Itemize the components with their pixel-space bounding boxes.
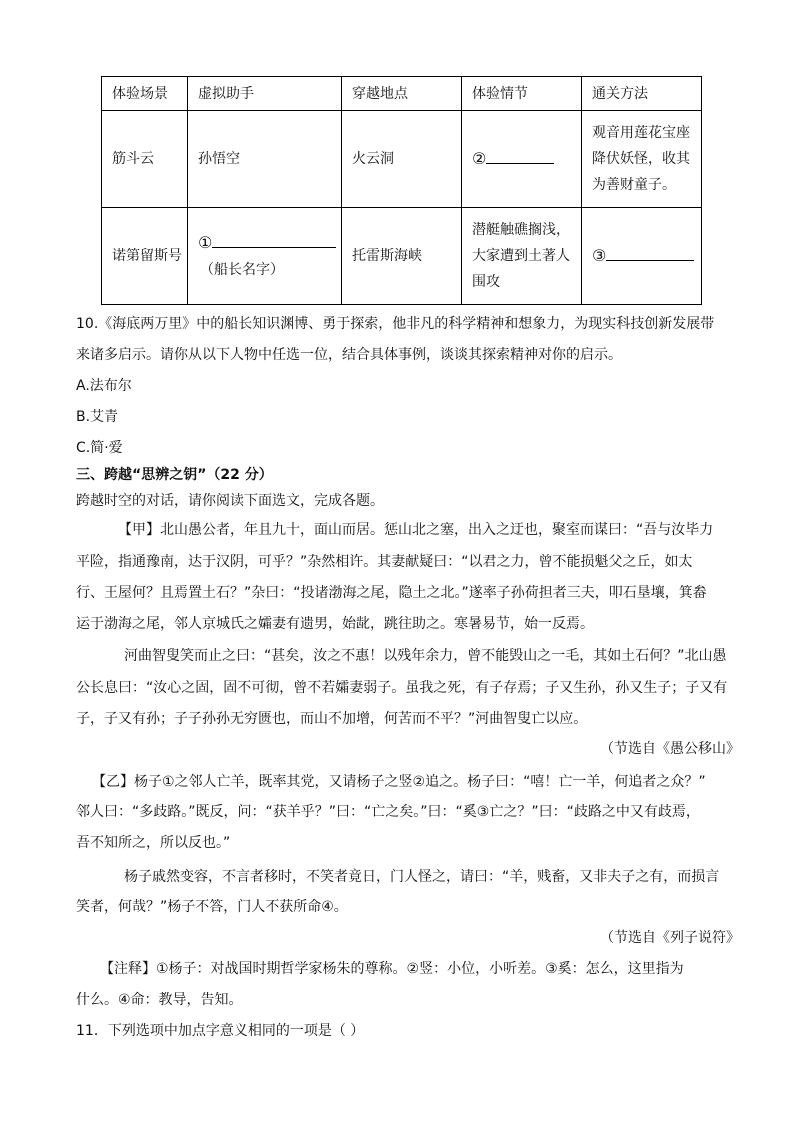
passage-yi-line: 邻人曰：“多歧路。”既反，问：“获羊乎？”曰：“亡之矣。”曰：“奚③亡之？”曰：“歧路之中又有歧焉， xyxy=(76,804,700,820)
blank-marker: ③ xyxy=(592,245,607,265)
passage-jia-line: 行、王屋何？且焉置土石？”杂曰：“投诸渤海之尾，隐土之北。”遂率子孙荷担者三夫，叩石垦壤，箕畚 xyxy=(76,585,707,601)
blank-marker: ② xyxy=(472,148,487,168)
header-cell: 通关方法 xyxy=(582,77,702,111)
passage-yi-line: 笑者，何哉？”杨子不答，门人不获所命④。 xyxy=(76,899,348,915)
plot-line: 大家遭到土著人 xyxy=(472,248,570,264)
scene-cell: 筋斗云 xyxy=(102,111,188,208)
section-intro: 跨越时空的对话，请你阅读下面选文，完成各题。 xyxy=(76,493,384,509)
table-header-row xyxy=(102,77,702,111)
method-line: 观音用莲花宝座 xyxy=(592,125,690,141)
method-line: 降伏妖怪，收其 xyxy=(592,151,690,167)
blank-marker: ① xyxy=(198,232,213,252)
option-a: A.法布尔 xyxy=(76,378,132,394)
assistant-note: （船长名字） xyxy=(200,261,284,278)
passage-yi-line: 杨子戚然变容，不言者移时，不笑者竟日，门人怪之，请曰：“羊，贱畜，又非夫子之有，而损言 xyxy=(124,869,720,885)
option-c: C.简·爱 xyxy=(76,440,123,456)
question-10-line: 来诸多启示。请你从以下人物中任选一位，结合具体事例，谈谈其探索精神对你的启示。 xyxy=(76,347,622,363)
passage-yi-source: （节选自《列子说符》 xyxy=(600,930,740,946)
passage-jia-line: 子，子又有孙；子子孙孙无穷匮也，而山不加增，何苦而不平？”河曲智叟亡以应。 xyxy=(76,711,588,727)
passage-jia-line: 公长息曰：“汝心之固，固不可彻，曾不若孀妻弱子。虽我之死，有子存焉；子又生孙，孙又生子；子又有 xyxy=(76,680,728,696)
plot-cell xyxy=(462,208,582,305)
passage-yi-line: 【乙】杨子①之邻人亡羊，既率其党，又请杨子之竖②追之。杨子曰：“嘻！亡一羊，何追者之众？” xyxy=(92,774,706,790)
notes-line: 【注释】①杨子：对战国时期哲学家杨朱的尊称。②竖：小位，小听差。③奚：怎么，这里指为 xyxy=(100,961,684,977)
method-line: 为善财童子。 xyxy=(592,177,676,193)
section-title: 三、跨越“思辨之钥”（22 分） xyxy=(76,467,273,483)
header-cell: 穿越地点 xyxy=(342,77,462,111)
plot-line: 潜艇触礁搁浅， xyxy=(472,222,570,238)
answer-blank-2[interactable] xyxy=(486,149,554,164)
passage-jia-line: 【甲】北山愚公者，年且九十，面山而居。惩山北之塞，出入之迂也，聚室而谋曰：“吾与汝毕力 xyxy=(118,522,714,538)
header-cell: 体验场景 xyxy=(102,77,188,111)
method-cell xyxy=(582,111,702,208)
table-row xyxy=(102,208,702,305)
passage-jia-line: 河曲智叟笑而止之曰：“甚矣，汝之不惠！以残年余力，曾不能毁山之一毛，其如土石何？”北山愚 xyxy=(124,648,727,664)
experience-table xyxy=(101,76,702,305)
table-row xyxy=(102,111,702,208)
assistant-cell: 孙悟空 xyxy=(188,111,342,208)
answer-blank-3[interactable] xyxy=(606,246,694,261)
assistant-cell xyxy=(188,208,342,305)
place-cell: 火云洞 xyxy=(342,111,462,208)
header-cell: 体验情节 xyxy=(462,77,582,111)
scene-cell: 诺第留斯号 xyxy=(102,208,188,305)
question-10-line: 10.《海底两万里》中的船长知识渊博、勇于探索，他非凡的科学精神和想象力，为现实科技创新发展带 xyxy=(76,316,715,332)
passage-jia-line: 平险，指通豫南，达于汉阴，可乎？”杂然相许。其妻献疑曰：“以君之力，曾不能损魁父之丘，如太 xyxy=(76,554,693,570)
plot-cell xyxy=(462,111,582,208)
passage-jia-line: 运于渤海之尾，邻人京城氏之孀妻有遗男，始龀，跳往助之。寒暑易节，始一反焉。 xyxy=(76,616,594,632)
place-cell: 托雷斯海峡 xyxy=(342,208,462,305)
method-cell xyxy=(582,208,702,305)
answer-blank-1[interactable] xyxy=(212,233,336,248)
option-b: B.艾青 xyxy=(76,409,119,425)
passage-jia-source: （节选自《愚公移山》 xyxy=(600,741,740,757)
plot-line: 围攻 xyxy=(472,274,500,290)
notes-line: 什么。④命：教导，告知。 xyxy=(76,992,243,1008)
passage-yi-line: 吾不知所之，所以反也。” xyxy=(76,835,231,851)
question-11: 11．下列选项中加点字意义相同的一项是（ ） xyxy=(76,1023,365,1039)
header-cell: 虚拟助手 xyxy=(188,77,342,111)
